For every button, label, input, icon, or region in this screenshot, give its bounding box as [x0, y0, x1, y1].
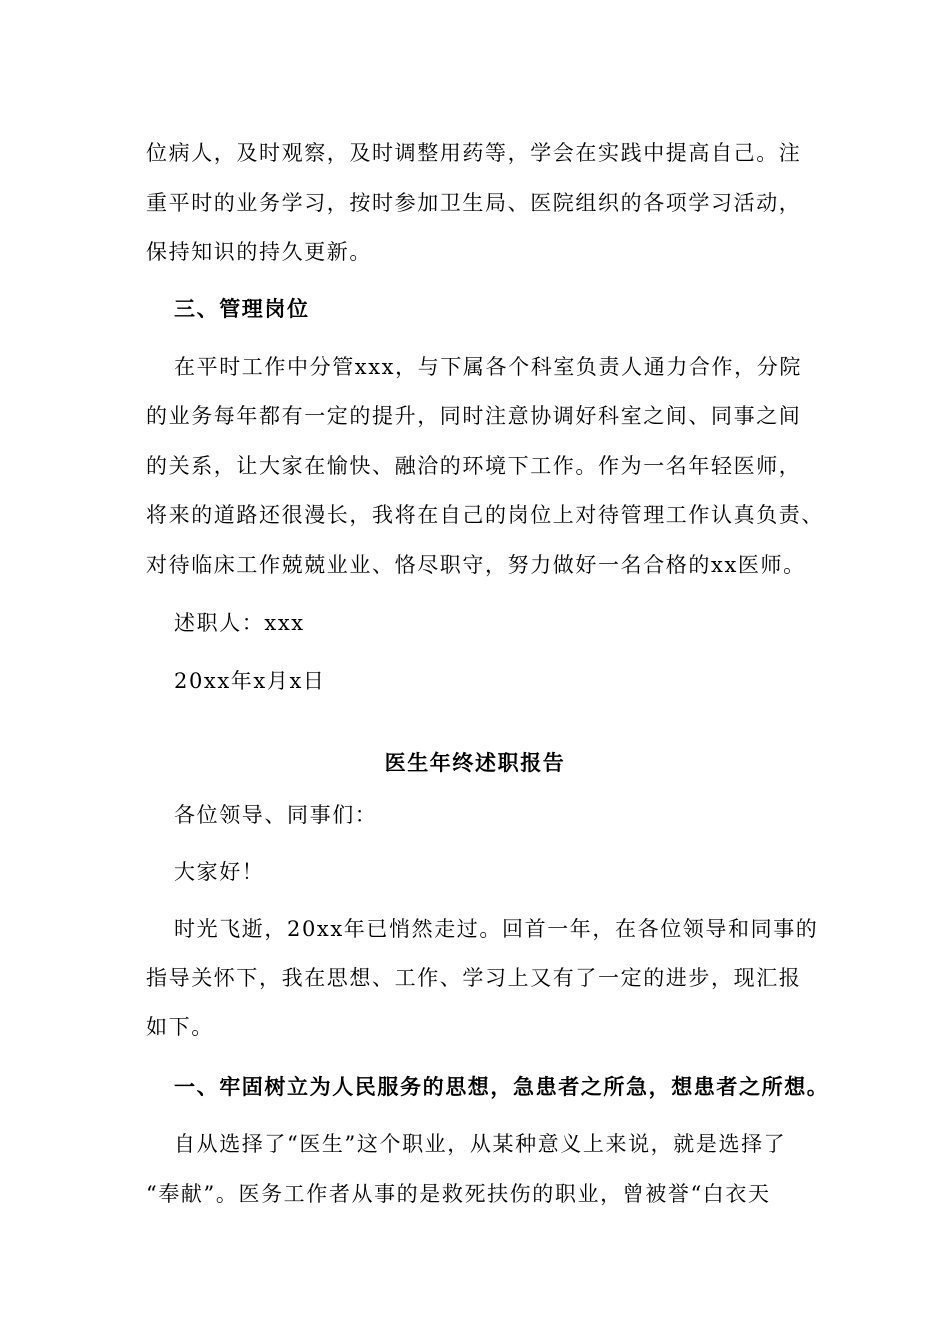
paragraph-line: 位病人，及时观察，及时调整用药等，学会在实践中提高自己。注 [146, 141, 802, 165]
paragraph-line: “奉献”。医务工作者从事的是救死扶伤的职业，曾被誉“白衣天 [146, 1182, 771, 1206]
signer-line: 述职人：xxx [174, 611, 305, 635]
paragraph-line: 对待临床工作兢兢业业、恪尽职守，努力做好一名合格的xx医师。 [146, 553, 806, 577]
paragraph-line: 的业务每年都有一定的提升，同时注意协调好科室之间、同事之间 [146, 404, 802, 428]
paragraph-line: 将来的道路还很漫长，我将在自己的岗位上对待管理工作认真负责、 [146, 503, 824, 527]
paragraph-line: 指导关怀下，我在思想、工作、学习上又有了一定的进步，现汇报 [146, 966, 802, 990]
paragraph-line: 在平时工作中分管xxx，与下属各个科室负责人通力合作，分院 [174, 355, 802, 379]
paragraph-line: 自从选择了“医生”这个职业，从某种意义上来说，就是选择了 [174, 1132, 787, 1156]
greeting-line: 各位领导、同事们： [174, 803, 378, 827]
paragraph-line: 保持知识的持久更新。 [146, 240, 372, 264]
paragraph-line: 的关系，让大家在愉快、融洽的环境下工作。作为一名年轻医师， [146, 454, 802, 478]
date-line: 20xx年x月x日 [174, 669, 326, 693]
report-title: 医生年终述职报告 [384, 750, 566, 775]
paragraph-line: 如下。 [146, 1015, 214, 1039]
paragraph-line: 重平时的业务学习，按时参加卫生局、医院组织的各项学习活动， [146, 191, 802, 215]
section-heading: 三、管理岗位 [174, 296, 310, 321]
section-heading: 一、牢固树立为人民服务的思想，急患者之所急，想患者之所想。 [174, 1074, 830, 1099]
greeting-line: 大家好！ [174, 860, 265, 884]
paragraph-line: 时光飞逝，20xx年已悄然走过。回首一年，在各位领导和同事的 [174, 917, 819, 941]
